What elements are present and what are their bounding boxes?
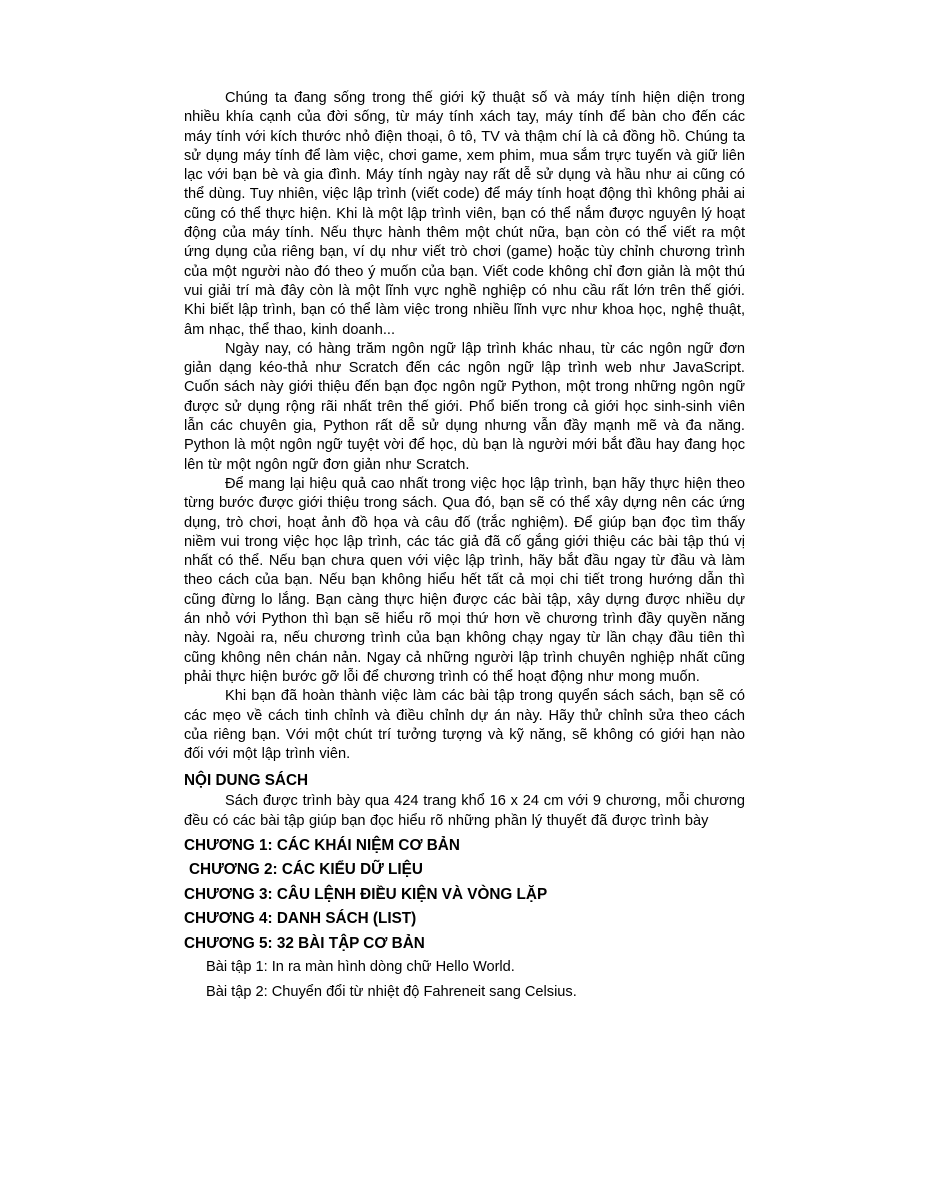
chapter-heading-5: CHƯƠNG 5: 32 BÀI TẬP CƠ BẢN (184, 934, 425, 952)
intro-paragraph-4: Khi bạn đã hoàn thành việc làm các bài tập trong quyển sách sách, bạn sẽ có các mẹo về cách tinh chỉnh và điều chỉnh dự án này. Hãy thử chỉnh sửa theo cách của riêng bạn. Với một chút trí tưởng tượng và kỹ năng, sẽ không có giới hạn nào đối với một lập trình viên. (184, 688, 745, 763)
chapter-heading-1: CHƯƠNG 1: CÁC KHÁI NIỆM CƠ BẢN (184, 836, 460, 854)
chapter-heading-3: CHƯƠNG 3: CÂU LỆNH ĐIỀU KIỆN VÀ VÒNG LẶP (184, 885, 548, 903)
section-heading-noi-dung-sach: NỘI DUNG SÁCH (184, 772, 309, 790)
chapter-heading-2: CHƯƠNG 2: CÁC KIỂU DỮ LIỆU (189, 861, 423, 879)
intro-paragraph-2: Ngày nay, có hàng trăm ngôn ngữ lập trình khác nhau, từ các ngôn ngữ đơn giản dạng kéo-thả như Scratch đến các ngôn ngữ lập trình web như JavaScript. Cuốn sách này giới thiệu đến bạn đọc ngôn ngữ Python, một trong những ngôn ngữ được sử dụng rộng rãi nhất trên thế giới. Phổ biến trong cả giới học sinh-sinh viên lẫn các chuyên gia, Python rất dễ sử dụng nhưng vẫn đầy mạnh mẽ và đa năng. Python là một ngôn ngữ tuyệt vời để học, dù bạn là người mới bắt đầu hay đang học lên từ một ngôn ngữ đơn giản như Scratch. (184, 340, 745, 473)
exercise-line-1: Bài tập 1: In ra màn hình dòng chữ Hello World. (206, 959, 515, 976)
document-content (184, 89, 745, 1002)
exercise-line-2: Bài tập 2: Chuyển đổi từ nhiệt độ Fahreneit sang Celsius. (206, 983, 577, 1000)
intro-paragraph-3: Để mang lại hiệu quả cao nhất trong việc học lập trình, bạn hãy thực hiện theo từng bước được giới thiệu trong sách. Qua đó, bạn sẽ có thể xây dựng nên các ứng dụng, trò chơi, hoạt ảnh đồ họa và câu đố (trắc nghiệm). Để giúp bạn đọc tìm thấy niềm vui trong việc học lập trình, các tác giả đã cố gắng giới thiệu các bài tập thú vị nhất có thể. Nếu bạn chưa quen với việc lập trình, hãy bắt đầu ngay từ đầu và làm theo cách của bạn. Nếu bạn không hiểu hết tất cả mọi chi tiết trong hướng dẫn thì cũng đừng lo lắng. Bạn càng thực hiện được các bài tập, xây dựng được nhiều dự án nhỏ với Python thì bạn sẽ hiểu rõ mọi thứ hơn về chương trình đầy quyền năng này. Ngoài ra, nếu chương trình của bạn không chạy ngay từ lần chạy đầu tiên thì cũng không nên chán nản. Ngay cả những người lập trình chuyên nghiệp nhất cũng phải thực hiện bước gỡ lỗi để chương trình có thể hoạt động như mong muốn. (184, 475, 745, 685)
summary-paragraph: Sách được trình bày qua 424 trang khổ 16 x 24 cm với 9 chương, mỗi chương đều có các bài tập giúp bạn đọc hiểu rõ những phần lý thuyết đã được trình bày (184, 793, 745, 829)
intro-paragraph-1: Chúng ta đang sống trong thế giới kỹ thuật số và máy tính hiện diện trong nhiều khía cạnh của đời sống, từ máy tính xách tay, máy tính để bàn cho đến các máy tính với kích thước nhỏ điện thoại, ô tô, TV và thậm chí là cả đồng hồ. Chúng ta sử dụng máy tính để làm việc, chơi game, xem phim, mua sắm trực tuyến và giữ liên lạc với bạn bè và gia đình. Máy tính ngày nay rất dễ sử dụng và hầu như ai cũng có thể dùng. Tuy nhiên, việc lập trình (viết code) để máy tính hoạt động thì không phải ai cũng có thể thực hiện. Khi là một lập trình viên, bạn có thể nắm được nguyên lý hoạt động của máy tính. Nếu thực hành thêm một chút nữa, bạn còn có thể viết ra một ứng dụng của riêng bạn, ví dụ như viết trò chơi (game) hoặc tùy chỉnh chương trình của một người nào đó theo ý muốn của bạn. Viết code không chỉ đơn giản là một thú vui giải trí mà đây còn là một lĩnh vực nghề nghiệp có nhu cầu rất lớn trên thế giới. Khi biết lập trình, bạn có thể làm việc trong nhiều lĩnh vực như khoa học, nghệ thuật, âm nhạc, thể thao, kinh doanh... (184, 90, 745, 338)
chapter-heading-4: CHƯƠNG 4: DANH SÁCH (LIST) (184, 910, 417, 928)
